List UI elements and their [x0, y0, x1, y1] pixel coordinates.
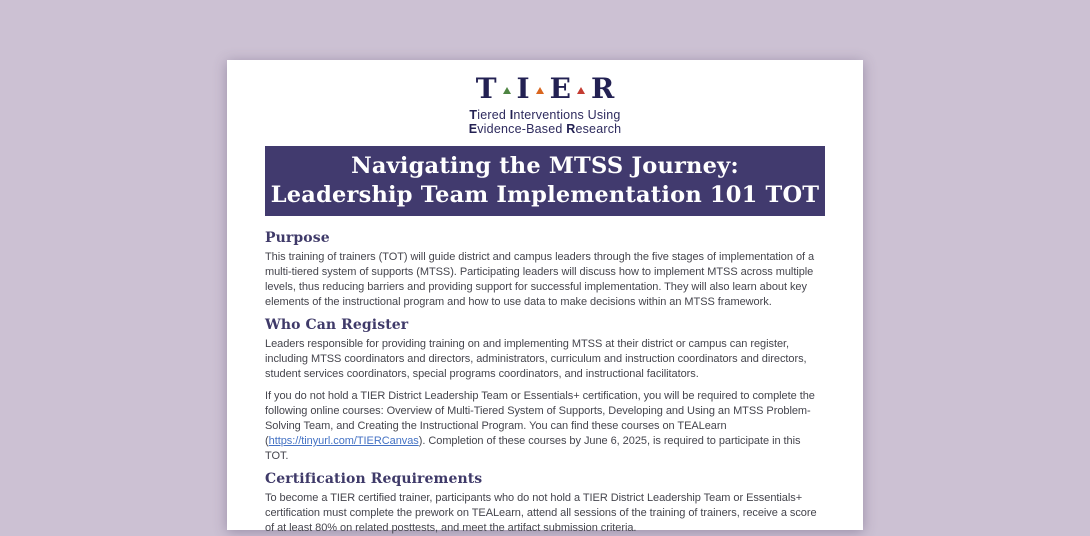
certification-paragraph: To become a TIER certified trainer, participants who do not hold a TIER District Leadership Team or Essentials+ certification must complete the prework on TEALearn, attend all sessions of the training of trainers, receive a score of at least 80% on related posttests, and meet the artifact submission criteria. [265, 492, 817, 534]
tagline-text: vidence-Based [477, 122, 567, 136]
logo-tagline [227, 108, 863, 136]
tagline-text: esearch [575, 122, 622, 136]
logo-letter-i: I [516, 72, 530, 105]
title-banner [265, 146, 825, 216]
who-can-register-paragraph-1: Leaders responsible for providing training on and implementing MTSS at their district or campus can register, including MTSS coordinators and directors, administrators, curriculum and instruction coordinators and directors, student services coordinators, special programs coordinators, and instructional facilitators. [265, 338, 807, 380]
triangle-icon [503, 87, 511, 94]
tier-canvas-link[interactable]: https://tinyurl.com/TIERCanvas [268, 435, 419, 447]
logo-letter-t: T [475, 72, 497, 105]
logo-letter-e: E [549, 72, 571, 105]
tagline-text: iered [477, 108, 510, 122]
document-body [227, 216, 863, 536]
title-line-1: Navigating the MTSS Journey: [351, 153, 739, 179]
purpose-paragraph: This training of trainers (TOT) will guide district and campus leaders through the five stages of implementation of a multi-tiered system of supports (MTSS). Participating leaders will discuss how to implement MTSS across multiple levels, thus reducing barriers and providing support for successful implementation. They will also learn about key elements of the instructional program and how to use data to make decisions within an MTSS framework. [265, 251, 815, 308]
tier-wordmark [227, 73, 863, 105]
tagline-line-2 [227, 122, 863, 136]
tagline-bold-letter: I [509, 108, 514, 122]
text-before-link: If you do not hold a TIER District Leadership Team or Essentials+ certification, you will be required to complete the following online courses: Overview of Multi-Tiered System of Supports, Developing and Using an MTSS Problem-Solving Team, and Creating the Instructional Program. You can find these courses on TEALearn ( [265, 390, 815, 447]
tagline-bold-letter: T [469, 108, 478, 122]
section-heading-certification: Certification Requirements [265, 471, 483, 487]
logo-letter-r: R [591, 72, 615, 105]
text-after-link: ). Completion of these courses by June 6, 2025, is required to participate in this TOT. [265, 435, 801, 462]
tagline-text: nterventions Using [513, 108, 621, 122]
document-page [227, 60, 863, 534]
title-line-2: Leadership Team Implementation 101 TOT [270, 182, 820, 208]
section-heading-who-can-register: Who Can Register [265, 317, 409, 333]
tier-logo [227, 60, 863, 136]
who-can-register-paragraph-2 [265, 389, 821, 464]
tagline-bold-letter: E [468, 122, 478, 136]
tagline-line-1 [227, 108, 863, 122]
triangle-icon [577, 87, 585, 94]
section-heading-purpose: Purpose [265, 230, 330, 246]
tagline-bold-letter: R [566, 122, 576, 136]
triangle-icon [536, 87, 544, 94]
